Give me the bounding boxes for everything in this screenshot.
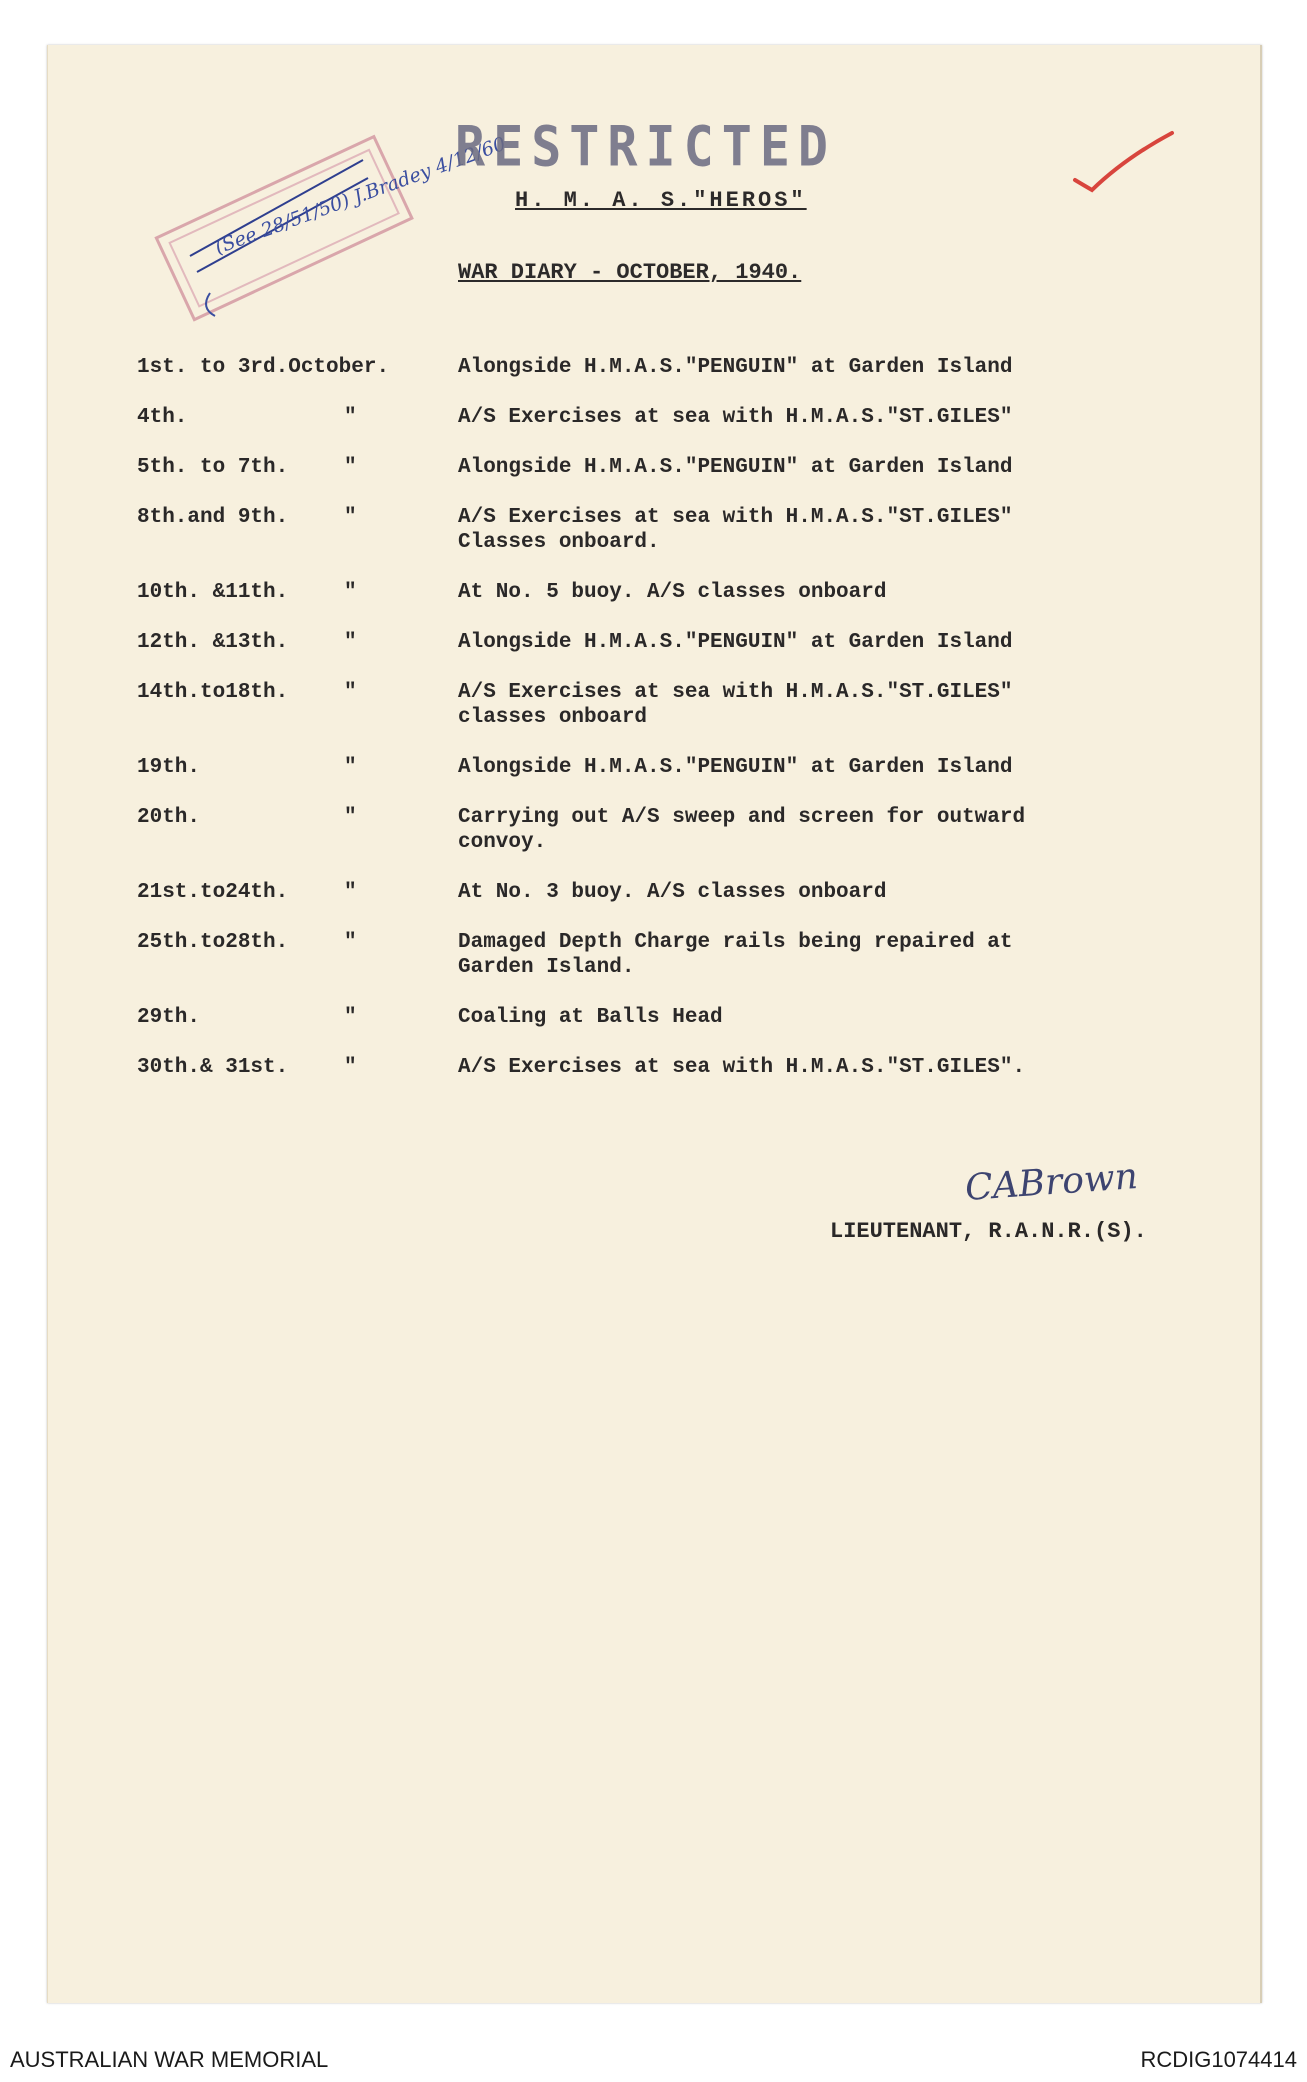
- entry-line: A/S Exercises at sea with H.M.A.S."ST.GILES".: [458, 1056, 1026, 1079]
- entry-line: At No. 5 buoy. A/S classes onboard: [458, 581, 887, 604]
- entry-description: [458, 455, 1138, 480]
- diary-title: WAR DIARY - OCTOBER, 1940.: [458, 260, 802, 285]
- entry-date: 14th.to18th.: [137, 681, 289, 704]
- entry-line: Alongside H.M.A.S."PENGUIN" at Garden Island: [458, 456, 1013, 479]
- ditto-mark: ": [344, 631, 357, 654]
- entry-description: [458, 930, 1138, 980]
- entry-description: [458, 1005, 1138, 1030]
- entry-description: [458, 755, 1138, 780]
- ditto-mark: ": [344, 881, 357, 904]
- entry-date: 1st. to 3rd.October.: [137, 356, 390, 379]
- entry-line: Alongside H.M.A.S."PENGUIN" at Garden Island: [458, 356, 1013, 379]
- ditto-mark: ": [344, 581, 357, 604]
- entry-description: [458, 1055, 1138, 1080]
- ditto-mark: ": [344, 1006, 357, 1029]
- entry-date: 4th.: [137, 406, 188, 429]
- ship-title: H. M. A. S."HEROS": [515, 188, 807, 213]
- reference-note: (See 28/51/50) J.Bradey 4/12/60: [212, 132, 509, 259]
- entry-date: 30th.& 31st.: [137, 1056, 289, 1079]
- ditto-mark: ": [344, 506, 357, 529]
- footer-source: AUSTRALIAN WAR MEMORIAL: [10, 2047, 329, 2072]
- entry-description: [458, 505, 1138, 555]
- ditto-mark: ": [344, 456, 357, 479]
- ditto-mark: ": [344, 931, 357, 954]
- entry-description: [458, 580, 1138, 605]
- entry-date: 5th. to 7th.: [137, 456, 289, 479]
- signature: CABrown: [963, 1156, 1140, 1209]
- entry-line: A/S Exercises at sea with H.M.A.S."ST.GILES": [458, 681, 1013, 704]
- entry-line: Classes onboard.: [458, 531, 660, 554]
- entry-line: Garden Island.: [458, 956, 635, 979]
- entry-date: 12th. &13th.: [137, 631, 289, 654]
- entry-description: [458, 680, 1138, 730]
- entry-line: convoy.: [458, 831, 547, 854]
- restricted-stamp: RESTRICTED: [455, 115, 837, 179]
- red-tick-mark: [1070, 128, 1180, 198]
- entry-line: Coaling at Balls Head: [458, 1006, 723, 1029]
- entry-date: 8th.and 9th.: [137, 506, 289, 529]
- entry-description: [458, 405, 1138, 430]
- entry-date: 20th.: [137, 806, 201, 829]
- entry-date: 19th.: [137, 756, 201, 779]
- entry-line: A/S Exercises at sea with H.M.A.S."ST.GILES": [458, 406, 1013, 429]
- ditto-mark: ": [344, 406, 357, 429]
- entry-description: [458, 805, 1138, 855]
- entry-description: [458, 630, 1138, 655]
- entry-line: Damaged Depth Charge rails being repaired at: [458, 931, 1013, 954]
- ditto-mark: ": [344, 1056, 357, 1079]
- entry-line: classes onboard: [458, 706, 648, 729]
- entry-date: 29th.: [137, 1006, 201, 1029]
- entry-line: Carrying out A/S sweep and screen for outward: [458, 806, 1026, 829]
- officer-rank: LIEUTENANT, R.A.N.R.(S).: [830, 1219, 1147, 1244]
- ditto-mark: ": [344, 681, 357, 704]
- entry-line: Alongside H.M.A.S."PENGUIN" at Garden Island: [458, 756, 1013, 779]
- entry-description: [458, 880, 1138, 905]
- entry-date: 25th.to28th.: [137, 931, 289, 954]
- entry-line: A/S Exercises at sea with H.M.A.S."ST.GILES": [458, 506, 1013, 529]
- entry-date: 21st.to24th.: [137, 881, 289, 904]
- entry-line: At No. 3 buoy. A/S classes onboard: [458, 881, 887, 904]
- entry-line: Alongside H.M.A.S."PENGUIN" at Garden Island: [458, 631, 1013, 654]
- ditto-mark: ": [344, 756, 357, 779]
- entry-date: 10th. &11th.: [137, 581, 289, 604]
- footer-record-id: RCDIG1074414: [1140, 2047, 1297, 2072]
- ditto-mark: ": [344, 806, 357, 829]
- entry-description: [458, 355, 1138, 380]
